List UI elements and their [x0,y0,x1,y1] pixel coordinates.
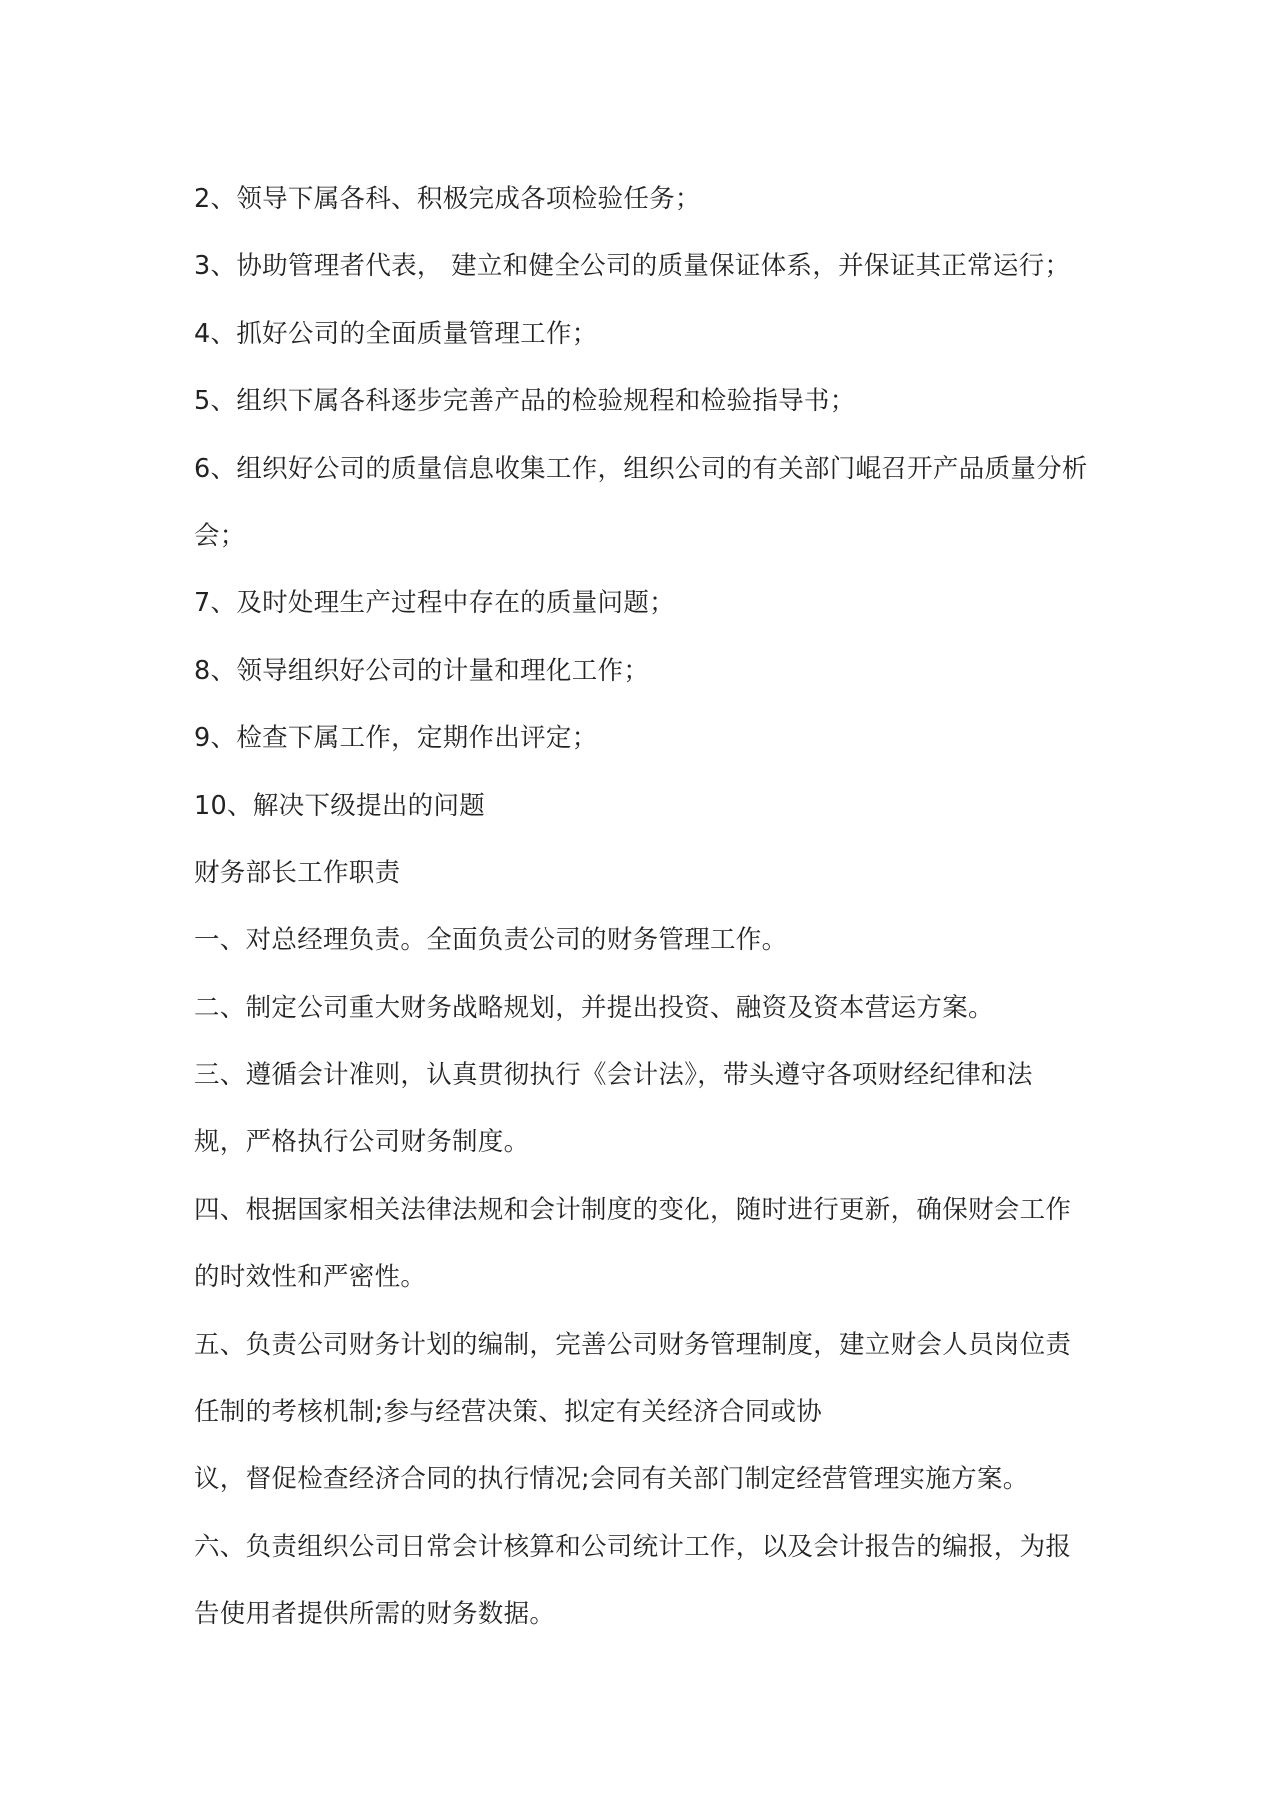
text-line: 规，严格执行公司财务制度。 [194,1127,530,1158]
text-line: 6、组织好公司的质量信息收集工作，组织公司的有关部门崐召开产品质量分析 [194,453,1088,484]
section-heading: 财务部长工作职责 [194,857,401,888]
text-line: 的时效性和严密性。 [194,1262,427,1293]
text-line: 4、抓好公司的全面质量管理工作； [194,318,598,349]
document-body [194,166,1094,1649]
text-line: 5、组织下属各科逐步完善产品的检验规程和检验指导书； [194,386,856,417]
text-line: 3、协助管理者代表， 建立和健全公司的质量保证体系，并保证其正常运行； [194,251,1071,282]
text-line: 四、根据国家相关法律法规和会计制度的变化，随时进行更新，确保财会工作 [194,1194,1072,1225]
text-line: 会； [194,520,246,551]
text-line: 六、负责组织公司日常会计核算和公司统计工作，以及会计报告的编报，为报 [194,1531,1072,1562]
text-line: 五、负责公司财务计划的编制，完善公司财务管理制度，建立财会人员岗位责 [194,1329,1072,1360]
text-line: 7、及时处理生产过程中存在的质量问题； [194,588,675,619]
text-line: 一、对总经理负责。全面负责公司的财务管理工作。 [194,925,788,956]
text-line: 2、领导下属各科、积极完成各项检验任务； [194,184,701,214]
text-line: 告使用者提供所需的财务数据。 [194,1599,556,1630]
text-line: 10、解决下级提出的问题 [194,790,486,821]
text-line: 9、检查下属工作，定期作出评定； [194,723,598,754]
text-line: 8、领导组织好公司的计量和理化工作； [194,655,650,686]
text-line: 任制的考核机制;参与经营决策、拟定有关经济合同或协 [194,1397,823,1428]
text-line: 三、遵循会计准则，认真贯彻执行《会计法》，带头遵守各项财经纪律和法 [194,1060,1033,1091]
text-line: 议，督促检查经济合同的执行情况;会同有关部门制定经营管理实施方案。 [194,1464,1029,1495]
text-line: 二、制定公司重大财务战略规划，并提出投资、融资及资本营运方案。 [194,992,994,1023]
